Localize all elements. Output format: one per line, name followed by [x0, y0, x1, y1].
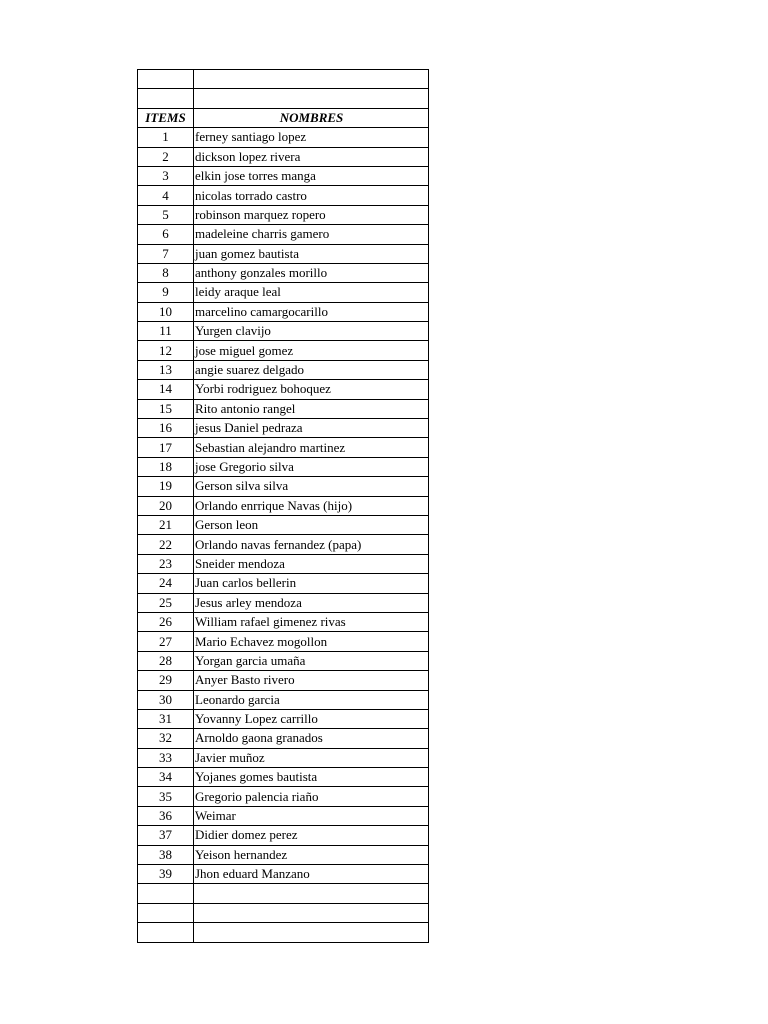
- blank-cell: [194, 923, 429, 942]
- table-row: [138, 341, 429, 360]
- blank-cell: [138, 89, 194, 108]
- table-row: [138, 806, 429, 825]
- table-row: [138, 477, 429, 496]
- blank-cell: [138, 884, 194, 903]
- table-row: [138, 535, 429, 554]
- blank-row: [138, 903, 429, 922]
- table-row: [138, 671, 429, 690]
- name-cell: Arnoldo gaona granados: [194, 729, 429, 748]
- table-row: [138, 322, 429, 341]
- table-row: [138, 787, 429, 806]
- item-number-cell: 21: [138, 515, 194, 534]
- item-number-cell: 16: [138, 419, 194, 438]
- table-row: [138, 845, 429, 864]
- name-cell: Gregorio palencia riaño: [194, 787, 429, 806]
- item-number-cell: 7: [138, 244, 194, 263]
- table-row: [138, 496, 429, 515]
- item-number-cell: 17: [138, 438, 194, 457]
- name-cell: robinson marquez ropero: [194, 205, 429, 224]
- item-number-cell: 33: [138, 748, 194, 767]
- blank-cell: [138, 923, 194, 942]
- name-cell: Yovanny Lopez carrillo: [194, 709, 429, 728]
- item-number-cell: 38: [138, 845, 194, 864]
- table-row: [138, 380, 429, 399]
- name-cell: Weimar: [194, 806, 429, 825]
- table-row: [138, 729, 429, 748]
- name-cell: Gerson leon: [194, 515, 429, 534]
- name-cell: Yojanes gomes bautista: [194, 768, 429, 787]
- table-row: [138, 186, 429, 205]
- item-number-cell: 20: [138, 496, 194, 515]
- names-table-body: [138, 70, 429, 943]
- item-number-cell: 6: [138, 225, 194, 244]
- name-cell: jesus Daniel pedraza: [194, 419, 429, 438]
- name-cell: angie suarez delgado: [194, 360, 429, 379]
- name-cell: Didier domez perez: [194, 826, 429, 845]
- item-number-cell: 27: [138, 632, 194, 651]
- name-cell: Orlando navas fernandez (papa): [194, 535, 429, 554]
- item-number-cell: 32: [138, 729, 194, 748]
- name-cell: marcelino camargocarillo: [194, 302, 429, 321]
- table-row: [138, 244, 429, 263]
- item-number-cell: 28: [138, 651, 194, 670]
- item-number-cell: 30: [138, 690, 194, 709]
- name-cell: leidy araque leal: [194, 283, 429, 302]
- name-cell: Yorbi rodriguez bohoquez: [194, 380, 429, 399]
- blank-cell: [194, 903, 429, 922]
- table-row: [138, 768, 429, 787]
- names-table: [137, 69, 429, 943]
- blank-cell: [194, 89, 429, 108]
- table-row: [138, 283, 429, 302]
- name-cell: Anyer Basto rivero: [194, 671, 429, 690]
- name-cell: Yeison hernandez: [194, 845, 429, 864]
- item-number-cell: 5: [138, 205, 194, 224]
- item-number-cell: 18: [138, 457, 194, 476]
- item-number-cell: 15: [138, 399, 194, 418]
- name-cell: Jhon eduard Manzano: [194, 865, 429, 884]
- name-cell: Leonardo garcia: [194, 690, 429, 709]
- table-row: [138, 554, 429, 573]
- header-row: [138, 108, 429, 127]
- item-number-cell: 14: [138, 380, 194, 399]
- name-cell: jose Gregorio silva: [194, 457, 429, 476]
- table-row: [138, 574, 429, 593]
- table-row: [138, 166, 429, 185]
- item-number-cell: 4: [138, 186, 194, 205]
- table-row: [138, 748, 429, 767]
- table-row: [138, 612, 429, 631]
- table-row: [138, 302, 429, 321]
- name-cell: Sneider mendoza: [194, 554, 429, 573]
- blank-cell: [138, 903, 194, 922]
- blank-cell: [194, 884, 429, 903]
- table-row: [138, 593, 429, 612]
- name-cell: Jesus arley mendoza: [194, 593, 429, 612]
- nombres-header: NOMBRES: [194, 108, 429, 127]
- table-row: [138, 419, 429, 438]
- blank-cell: [194, 70, 429, 89]
- name-cell: Rito antonio rangel: [194, 399, 429, 418]
- name-cell: nicolas torrado castro: [194, 186, 429, 205]
- table-row: [138, 515, 429, 534]
- item-number-cell: 35: [138, 787, 194, 806]
- item-number-cell: 29: [138, 671, 194, 690]
- item-number-cell: 19: [138, 477, 194, 496]
- blank-row: [138, 884, 429, 903]
- name-cell: ferney santiago lopez: [194, 128, 429, 147]
- table-row: [138, 205, 429, 224]
- table-row: [138, 360, 429, 379]
- item-number-cell: 22: [138, 535, 194, 554]
- table-row: [138, 399, 429, 418]
- item-number-cell: 34: [138, 768, 194, 787]
- name-cell: Orlando enrrique Navas (hijo): [194, 496, 429, 515]
- name-cell: elkin jose torres manga: [194, 166, 429, 185]
- blank-cell: [138, 70, 194, 89]
- table-row: [138, 865, 429, 884]
- item-number-cell: 12: [138, 341, 194, 360]
- item-number-cell: 37: [138, 826, 194, 845]
- item-number-cell: 13: [138, 360, 194, 379]
- table-row: [138, 632, 429, 651]
- item-number-cell: 39: [138, 865, 194, 884]
- name-cell: jose miguel gomez: [194, 341, 429, 360]
- table-row: [138, 826, 429, 845]
- name-cell: William rafael gimenez rivas: [194, 612, 429, 631]
- item-number-cell: 8: [138, 263, 194, 282]
- name-cell: madeleine charris gamero: [194, 225, 429, 244]
- table-row: [138, 225, 429, 244]
- table-row: [138, 128, 429, 147]
- table-row: [138, 438, 429, 457]
- table-row: [138, 147, 429, 166]
- item-number-cell: 11: [138, 322, 194, 341]
- name-cell: Mario Echavez mogollon: [194, 632, 429, 651]
- table-row: [138, 651, 429, 670]
- item-number-cell: 3: [138, 166, 194, 185]
- item-number-cell: 23: [138, 554, 194, 573]
- table-row: [138, 457, 429, 476]
- name-cell: Yurgen clavijo: [194, 322, 429, 341]
- blank-row: [138, 70, 429, 89]
- table-row: [138, 263, 429, 282]
- item-number-cell: 1: [138, 128, 194, 147]
- name-cell: Sebastian alejandro martinez: [194, 438, 429, 457]
- item-number-cell: 9: [138, 283, 194, 302]
- name-cell: Yorgan garcia umaña: [194, 651, 429, 670]
- table-row: [138, 709, 429, 728]
- item-number-cell: 31: [138, 709, 194, 728]
- name-cell: Gerson silva silva: [194, 477, 429, 496]
- items-header: ITEMS: [138, 108, 194, 127]
- name-cell: Javier muñoz: [194, 748, 429, 767]
- name-cell: anthony gonzales morillo: [194, 263, 429, 282]
- name-cell: juan gomez bautista: [194, 244, 429, 263]
- blank-row: [138, 89, 429, 108]
- blank-row: [138, 923, 429, 942]
- item-number-cell: 24: [138, 574, 194, 593]
- item-number-cell: 25: [138, 593, 194, 612]
- table-row: [138, 690, 429, 709]
- item-number-cell: 26: [138, 612, 194, 631]
- item-number-cell: 10: [138, 302, 194, 321]
- item-number-cell: 2: [138, 147, 194, 166]
- item-number-cell: 36: [138, 806, 194, 825]
- name-cell: dickson lopez rivera: [194, 147, 429, 166]
- name-cell: Juan carlos bellerin: [194, 574, 429, 593]
